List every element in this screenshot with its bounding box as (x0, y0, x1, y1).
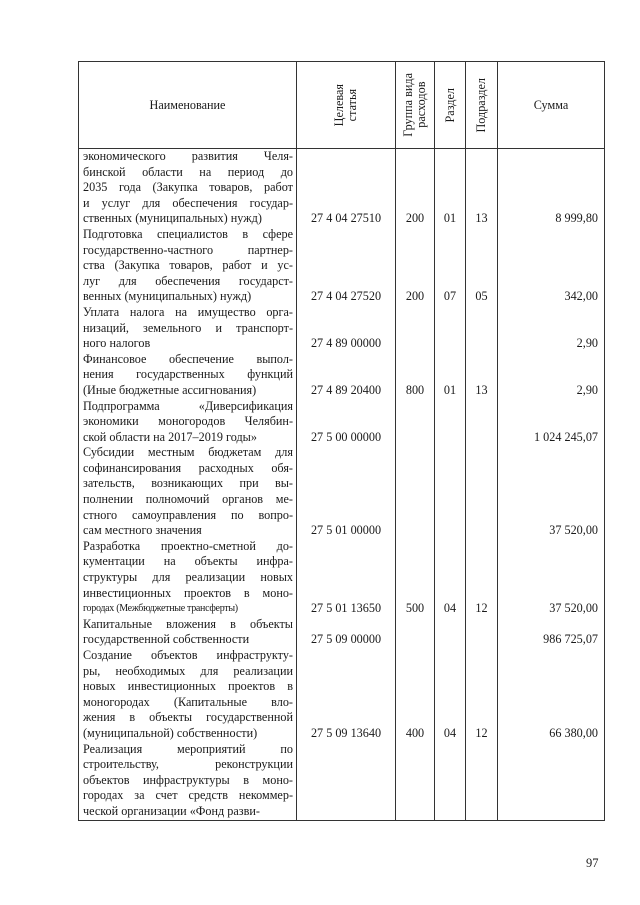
row-name-line: луг для обеспечения государст- (83, 273, 293, 288)
row-name-line: ской области на 2017–2019 годы» (83, 429, 257, 444)
table-row (79, 539, 605, 617)
header-section-label: Раздел (442, 87, 457, 123)
budget-table (78, 61, 605, 821)
row-name-line: Подготовка специалистов в сфере (83, 226, 293, 241)
row-section: 01 (435, 149, 466, 227)
row-group: 400 (396, 648, 435, 742)
row-name-line: (Иные бюджетные ассигнования) (83, 382, 257, 397)
row-name (79, 399, 297, 446)
header-name: Наименование (79, 62, 297, 149)
row-name-line: нения государственных функций (83, 367, 293, 382)
row-name-line: Субсидии местным бюджетам для (83, 445, 293, 460)
header-group (396, 62, 435, 149)
row-section: 04 (435, 648, 466, 742)
row-subsection (466, 305, 498, 352)
table-row (79, 617, 605, 648)
row-sum: 1 024 245,07 (498, 399, 605, 446)
row-name-line: моногородах (Капитальные вло- (83, 694, 293, 709)
row-sum: 342,00 (498, 227, 605, 305)
row-article: 27 5 01 00000 (297, 445, 396, 539)
page-number: 97 (586, 856, 599, 870)
row-name (79, 617, 297, 648)
row-subsection: 12 (466, 648, 498, 742)
row-name-line: ры, необходимых для реализации (83, 663, 293, 678)
row-name (79, 352, 297, 399)
table-row (79, 305, 605, 352)
row-sum: 37 520,00 (498, 445, 605, 539)
row-group: 800 (396, 352, 435, 399)
table-row (79, 399, 605, 446)
row-name-line: новых инвестиционных проектов в (83, 679, 293, 694)
row-name-line: Уплата налога на имущество орга- (83, 304, 293, 319)
row-subsection: 13 (466, 352, 498, 399)
header-subsection-label: Подраздел (474, 77, 489, 133)
row-group: 200 (396, 227, 435, 305)
row-section (435, 445, 466, 539)
row-sum: 2,90 (498, 305, 605, 352)
row-name-line: венных (муниципальных) нужд) (83, 289, 252, 304)
row-section (435, 617, 466, 648)
row-sum: 37 520,00 (498, 539, 605, 617)
row-name-line: объектов инфраструктуры в моно- (83, 772, 293, 787)
row-subsection (466, 617, 498, 648)
row-name-line: стного самоуправления по вопро- (83, 507, 293, 522)
row-subsection: 13 (466, 149, 498, 227)
row-article: 27 5 00 00000 (297, 399, 396, 446)
table-row (79, 352, 605, 399)
row-name-line: 2035 года (Закупка товаров, работ (83, 180, 293, 195)
row-sum (498, 742, 605, 820)
row-section: 01 (435, 352, 466, 399)
table-row (79, 227, 605, 305)
row-sum: 66 380,00 (498, 648, 605, 742)
row-group (396, 742, 435, 820)
table-body (79, 149, 605, 821)
table-row (79, 742, 605, 820)
row-name-line: Капитальные вложения в объекты (83, 616, 293, 631)
row-name-line: Подпрограмма «Диверсификация (83, 398, 293, 413)
row-section: 04 (435, 539, 466, 617)
row-name-line: структуры для реализации новых (83, 570, 293, 585)
table-row (79, 149, 605, 227)
row-group (396, 399, 435, 446)
row-name-line: государственно-частного партнер- (83, 242, 293, 257)
header-group-label: Группа вида расходов (401, 73, 428, 137)
row-name (79, 539, 297, 617)
row-group: 200 (396, 149, 435, 227)
row-name-line: ческой организации «Фонд разви- (83, 803, 260, 818)
row-group: 500 (396, 539, 435, 617)
row-article: 27 5 09 13640 (297, 648, 396, 742)
header-section (435, 62, 466, 149)
row-name-line: государственной собственности (83, 632, 250, 647)
row-name-line: (муниципальной) собственности) (83, 725, 258, 740)
row-name-line: ства (Закупка товаров, работ и ус- (83, 258, 293, 273)
header-sum: Сумма (498, 62, 605, 149)
row-name-line: Разработка проектно-сметной до- (83, 538, 293, 553)
row-group (396, 305, 435, 352)
table-row (79, 445, 605, 539)
row-section (435, 742, 466, 820)
row-name (79, 445, 297, 539)
row-article: 27 5 09 00000 (297, 617, 396, 648)
row-name-line: сам местного значения (83, 523, 202, 538)
row-section (435, 305, 466, 352)
row-name (79, 149, 297, 227)
row-name-line: строительству, реконструкции (83, 757, 293, 772)
row-sum: 8 999,80 (498, 149, 605, 227)
row-name-line: зательств, возникающих при вы- (83, 476, 293, 491)
row-name-line: Реализация мероприятий по (83, 741, 293, 756)
row-name-line: экономики моногородов Челябин- (83, 414, 293, 429)
row-subsection: 05 (466, 227, 498, 305)
row-name-line: полнении полномочий органов ме- (83, 492, 293, 507)
row-sum: 986 725,07 (498, 617, 605, 648)
row-name-line: Создание объектов инфраструкту- (83, 648, 293, 662)
row-section: 07 (435, 227, 466, 305)
row-article: 27 4 04 27510 (297, 149, 396, 227)
row-subsection (466, 742, 498, 820)
row-subsection (466, 445, 498, 539)
row-article: 27 4 89 00000 (297, 305, 396, 352)
row-article: 27 4 04 27520 (297, 227, 396, 305)
row-section (435, 399, 466, 446)
row-subsection: 12 (466, 539, 498, 617)
table-header (79, 62, 605, 149)
row-name-line: экономического развития Челя- (83, 149, 293, 163)
row-article: 27 4 89 20400 (297, 352, 396, 399)
row-name (79, 742, 297, 820)
table-row (79, 648, 605, 742)
row-article: 27 5 01 13650 (297, 539, 396, 617)
row-article (297, 742, 396, 820)
row-name-line: бинской области на период до (83, 164, 293, 179)
row-name-line: ственных (муниципальных) нужд) (83, 211, 262, 226)
row-name-line: софинансирования расходных обя- (83, 460, 293, 475)
row-name-line: и услуг для обеспечения государ- (83, 195, 293, 210)
header-article-label: Целевая статья (332, 83, 359, 127)
row-name-line: низаций, земельного и транспорт- (83, 320, 293, 335)
row-sum: 2,90 (498, 352, 605, 399)
row-name-line: городах (Межбюджетные трансферты) (83, 603, 238, 615)
row-name-line: инвестиционных проектов в моно- (83, 585, 293, 600)
row-name-line: Финансовое обеспечение выпол- (83, 351, 293, 366)
row-name (79, 648, 297, 742)
header-subsection (466, 62, 498, 149)
header-article (297, 62, 396, 149)
row-name-line: ного налогов (83, 336, 151, 351)
row-group (396, 617, 435, 648)
row-name (79, 227, 297, 305)
row-name-line: городах за счет средств некоммер- (83, 788, 293, 803)
row-group (396, 445, 435, 539)
row-name-line: кументации на объекты инфра- (83, 554, 293, 569)
row-name (79, 305, 297, 352)
row-subsection (466, 399, 498, 446)
row-name-line: жения в объекты государственной (83, 710, 293, 725)
